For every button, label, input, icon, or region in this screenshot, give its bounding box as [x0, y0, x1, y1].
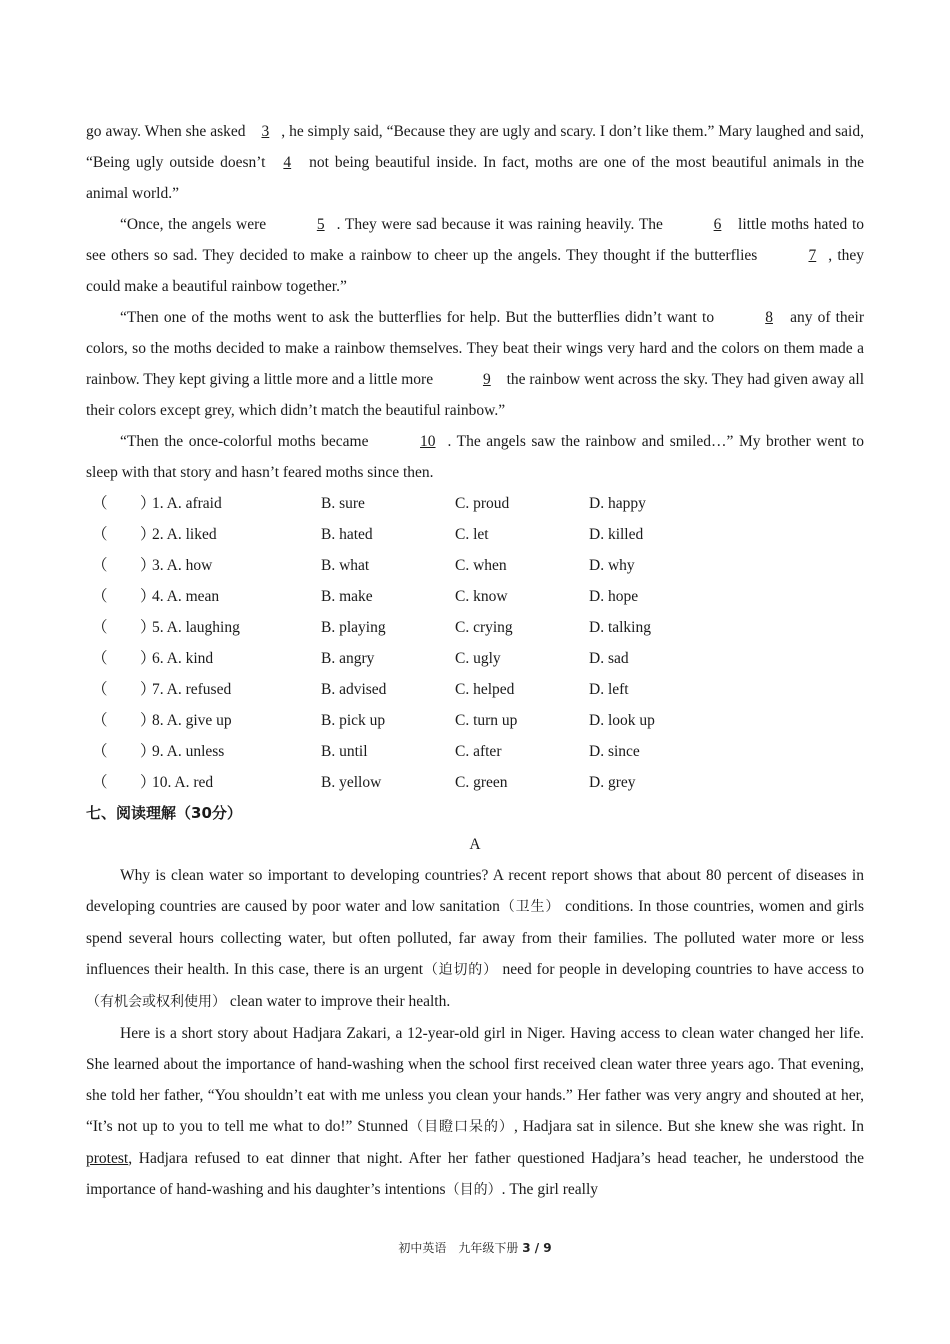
option-b: B. what — [321, 557, 370, 574]
section-heading: 七、阅读理解（30分） — [86, 804, 242, 822]
option-d: D. hope — [589, 588, 639, 605]
gloss: （有机会或权利使用） — [86, 994, 226, 1010]
question-row — [86, 550, 864, 581]
passage-paragraph-4 — [86, 426, 864, 488]
question-row — [86, 674, 864, 705]
option-c: C. let — [455, 526, 489, 543]
option-b: B. pick up — [321, 712, 386, 729]
option-c: C. after — [455, 743, 502, 760]
answer-paren-right: ） — [140, 681, 156, 698]
passage-text: “Once, the angels were — [120, 216, 267, 233]
option-c: C. ugly — [455, 650, 501, 667]
gloss: （目瞪口呆的） — [408, 1119, 514, 1135]
page-number: 3 / 9 — [522, 1241, 552, 1255]
option-c: C. when — [455, 557, 507, 574]
blank-8: 8 — [765, 309, 773, 326]
passage-text: . The angels saw the rainbow and smiled…” My brother went to sleep with that story and hasn’t feared moths since then. — [86, 433, 864, 481]
answer-paren-right: ） — [140, 743, 156, 760]
footer-subject: 初中英语 九年级下册 — [398, 1241, 519, 1255]
worksheet-page — [86, 116, 864, 1206]
page-footer — [0, 1239, 950, 1256]
option-c: C. helped — [455, 681, 515, 698]
passage-text: need for people in developing countries to have access to — [497, 961, 864, 978]
answer-paren-left[interactable]: （ — [92, 588, 108, 605]
question-row — [86, 488, 864, 519]
option-b: B. yellow — [321, 774, 382, 791]
blank-4: 4 — [283, 154, 292, 171]
passage-paragraph-3 — [86, 302, 864, 426]
passage-text: Here is a short story about Hadjara Zakari, a 12-year-old girl in Niger. Having access to clean water changed her life. She learned about the importance of hand-washing when the school first received clean water three years ago. That evening, she told her father, “You shouldn’t eat with me unless you clean your hands.” Her father was very angry and shouted at her, “It’s not up to you to tell me what to do!” Stunned — [86, 1025, 864, 1135]
blank-5: 5 — [316, 216, 325, 233]
passage-text: , they could make a beautiful rainbow together.” — [86, 247, 864, 295]
answer-paren-left[interactable]: （ — [92, 495, 108, 512]
passage-text: “Then one of the moths went to ask the butterflies for help. But the butterflies didn’t want to — [120, 309, 715, 326]
passage-paragraph-2 — [86, 209, 864, 302]
question-list — [86, 488, 864, 798]
option-a: 5. A. laughing — [152, 619, 240, 636]
question-row — [86, 643, 864, 674]
passage-text: the rainbow went across the sky. They had given away all their colors except grey, which didn’t match the beautiful rainbow.” — [86, 371, 865, 419]
option-a: 4. A. mean — [152, 588, 220, 605]
passage-text: “Then the once-colorful moths became — [120, 433, 369, 450]
answer-paren-left[interactable]: （ — [92, 557, 108, 574]
option-b: B. make — [321, 588, 373, 605]
option-a: 9. A. unless — [152, 743, 225, 760]
gloss: （迫切的） — [423, 962, 498, 978]
passage-text: any of their colors, so the moths decided to make a rainbow themselves. They beat their wings very hard and the colors on them made a rainbow. They kept giving a little more and a little more — [86, 309, 865, 388]
blank-6: 6 — [713, 216, 722, 233]
answer-paren-right: ） — [140, 619, 156, 636]
passage-text: not being beautiful inside. In fact, moths are one of the most beautiful animals in the animal world.” — [86, 154, 865, 202]
passage-text: , Hadjara sat in silence. But she knew she was right. In — [513, 1118, 865, 1135]
question-row — [86, 612, 864, 643]
option-c: C. green — [455, 774, 508, 791]
option-d: D. why — [589, 557, 635, 574]
option-d: D. happy — [589, 495, 646, 512]
answer-paren-right: ） — [140, 526, 156, 543]
answer-paren-left[interactable]: （ — [92, 650, 108, 667]
option-d: D. sad — [589, 650, 629, 667]
answer-paren-right: ） — [140, 650, 156, 667]
option-a: 1. A. afraid — [152, 495, 222, 512]
option-b: B. playing — [321, 619, 386, 636]
gloss: （卫生） — [499, 899, 561, 915]
passage-text: go away. When she asked — [86, 123, 246, 140]
answer-paren-right: ） — [140, 495, 156, 512]
answer-paren-left[interactable]: （ — [92, 743, 108, 760]
passage-text: , he simply said, “Because they are ugly and scary. I don’t like them.” Mary laughed and said, “Being ugly outside doesn’t — [86, 123, 864, 171]
option-a: 10. A. red — [152, 774, 214, 791]
option-b: B. until — [321, 743, 368, 760]
question-row — [86, 736, 864, 767]
option-b: B. angry — [321, 650, 375, 667]
answer-paren-right: ） — [140, 774, 156, 791]
answer-paren-left[interactable]: （ — [92, 712, 108, 729]
answer-paren-left[interactable]: （ — [92, 681, 108, 698]
option-d: D. talking — [589, 619, 651, 636]
passage-text: little moths hated to see others so sad. They decided to make a rainbow to cheer up the angels. They thought if the butterflies — [86, 216, 865, 264]
passage-title: A — [469, 836, 481, 853]
passage-text: , Hadjara refused to eat dinner that night. After her father questioned Hadjara’s head teacher, he understood the importance of hand-washing and his daughter’s intentions — [86, 1150, 864, 1198]
answer-paren-right: ） — [140, 557, 156, 574]
reading-paragraph-2 — [86, 1018, 864, 1206]
option-a: 3. A. how — [152, 557, 213, 574]
option-c: C. know — [455, 588, 508, 605]
option-b: B. hated — [321, 526, 373, 543]
option-c: C. proud — [455, 495, 510, 512]
question-row — [86, 767, 864, 798]
option-a: 8. A. give up — [152, 712, 232, 729]
blank-10: 10 — [420, 433, 436, 450]
option-b: B. advised — [321, 681, 387, 698]
option-d: D. grey — [589, 774, 636, 791]
answer-paren-right: ） — [140, 712, 156, 729]
answer-paren-left[interactable]: （ — [92, 774, 108, 791]
option-a: 2. A. liked — [152, 526, 217, 543]
option-a: 6. A. kind — [152, 650, 214, 667]
question-row — [86, 581, 864, 612]
blank-7: 7 — [808, 247, 817, 264]
answer-paren-left[interactable]: （ — [92, 526, 108, 543]
blank-3: 3 — [261, 123, 270, 140]
option-d: D. killed — [589, 526, 644, 543]
passage-text: . They were sad because it was raining heavily. The — [336, 216, 663, 233]
option-d: D. since — [589, 743, 640, 760]
option-c: C. turn up — [455, 712, 518, 729]
answer-paren-left[interactable]: （ — [92, 619, 108, 636]
passage-text: . The girl really — [501, 1181, 598, 1198]
question-row — [86, 519, 864, 550]
option-d: D. left — [589, 681, 629, 698]
passage-text: conditions. In those countries, women and girls spend several hours collecting water, but often polluted, far away from their families. The polluted water more or less influences their health. In this case, there is an urgent — [86, 898, 865, 978]
question-row — [86, 705, 864, 736]
answer-paren-right: ） — [140, 588, 156, 605]
option-b: B. sure — [321, 495, 365, 512]
passage-text: Why is clean water so important to developing countries? A recent report shows that about 80 percent of diseases in developing countries are caused by poor water and low sanitation — [86, 867, 864, 915]
reading-paragraph-1 — [86, 860, 864, 1018]
underlined-word: protest — [86, 1150, 129, 1167]
option-c: C. crying — [455, 619, 513, 636]
gloss: （目的） — [445, 1182, 502, 1198]
option-a: 7. A. refused — [152, 681, 232, 698]
passage-paragraph-1 — [86, 116, 864, 209]
option-d: D. look up — [589, 712, 655, 729]
passage-text: clean water to improve their health. — [226, 993, 451, 1010]
blank-9: 9 — [482, 371, 491, 388]
